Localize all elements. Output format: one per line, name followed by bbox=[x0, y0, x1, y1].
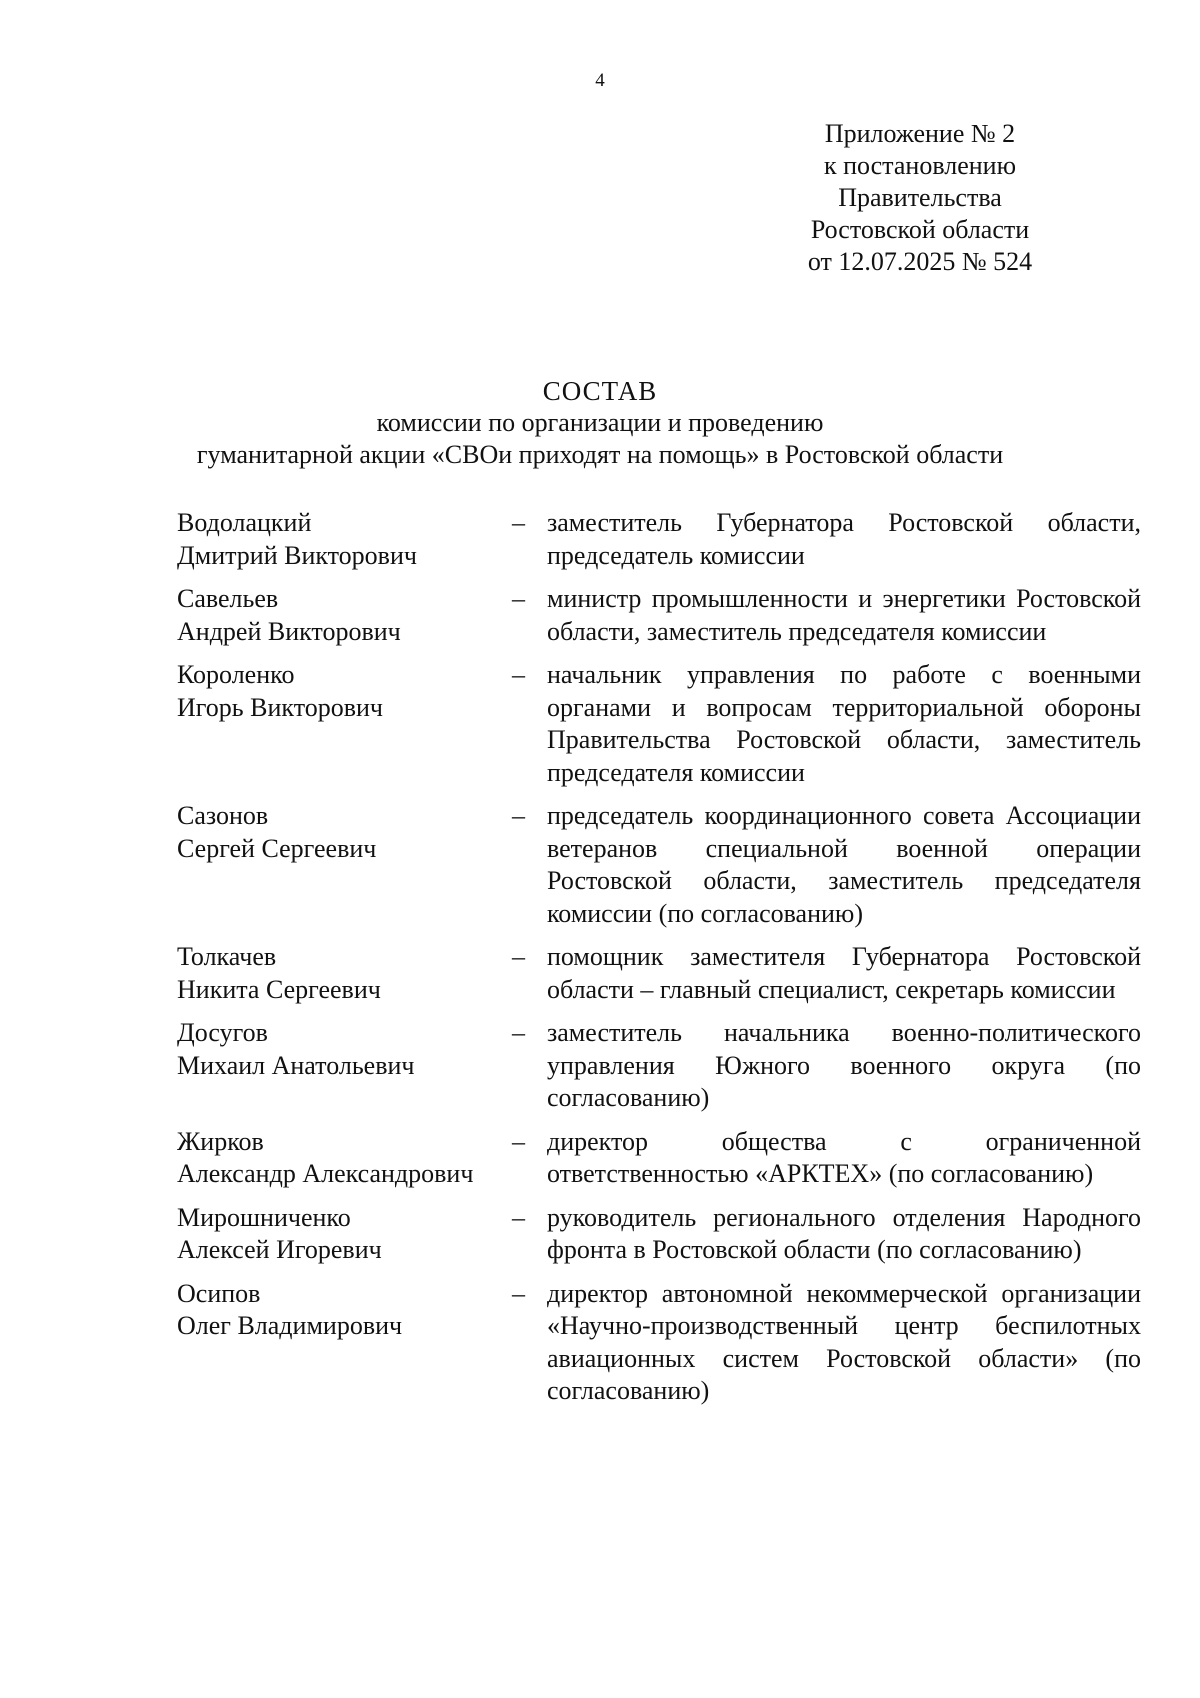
member-surname: Короленко bbox=[177, 660, 295, 689]
member-surname: Осипов bbox=[177, 1278, 261, 1308]
member-row bbox=[177, 507, 1141, 572]
page-number: 4 bbox=[595, 70, 605, 91]
dash-separator: – bbox=[512, 1202, 525, 1232]
dash-separator: – bbox=[512, 584, 525, 613]
member-row bbox=[177, 1017, 1141, 1115]
member-role: руководитель регионального отделения Народного фронта в Ростовской области (по согласованию) bbox=[547, 1202, 1141, 1264]
appendix-line: Правительства bbox=[838, 183, 1002, 212]
member-surname: Савельев bbox=[177, 584, 279, 613]
member-given-name: Игорь Викторович bbox=[177, 692, 383, 722]
dash-separator: – bbox=[512, 508, 525, 537]
appendix-line: от 12.07.2025 № 524 bbox=[807, 247, 1033, 276]
title-line: гуманитарной акции «СВОи приходят на помощь» в Ростовской области bbox=[196, 440, 1004, 469]
dash-separator: – bbox=[512, 1278, 525, 1308]
appendix-line: Приложение № 2 bbox=[824, 119, 1016, 148]
member-name bbox=[177, 507, 512, 572]
member-surname: Сазонов bbox=[177, 801, 269, 830]
member-row bbox=[177, 1278, 1141, 1408]
member-role: помощник заместителя Губернатора Ростовской области – главный специалист, секретарь комиссии bbox=[547, 942, 1141, 1004]
dash-separator: – bbox=[512, 942, 525, 971]
member-surname: Водолацкий bbox=[177, 508, 312, 537]
member-name bbox=[177, 800, 512, 865]
dash-separator: – bbox=[512, 660, 525, 689]
member-role: заместитель начальника военно-политического управления Южного военного округа (по согласованию) bbox=[547, 1018, 1141, 1112]
member-role: начальник управления по работе с военными органами и вопросам территориальной обороны Правительства Ростовской области, заместитель председателя комиссии bbox=[547, 660, 1141, 787]
title-main: СОСТАВ bbox=[542, 376, 658, 406]
members-list bbox=[177, 507, 1141, 1419]
dash-separator: – bbox=[512, 801, 525, 830]
member-row bbox=[177, 800, 1141, 930]
member-surname: Досугов bbox=[177, 1018, 268, 1047]
title-line: комиссии по организации и проведению bbox=[376, 408, 824, 437]
member-name bbox=[177, 941, 512, 1006]
member-role: министр промышленности и энергетики Ростовской области, заместитель председателя комиссии bbox=[547, 584, 1141, 646]
member-surname: Толкачев bbox=[177, 942, 277, 971]
member-name bbox=[177, 583, 512, 648]
member-row bbox=[177, 941, 1141, 1006]
member-given-name: Алексей Игоревич bbox=[177, 1235, 382, 1264]
member-given-name: Александр Александрович bbox=[177, 1159, 474, 1188]
member-row bbox=[177, 1202, 1141, 1267]
member-given-name: Михаил Анатольевич bbox=[177, 1050, 415, 1080]
member-name bbox=[177, 659, 512, 724]
member-row bbox=[177, 583, 1141, 648]
dash-separator: – bbox=[512, 1126, 525, 1156]
member-name bbox=[177, 1278, 512, 1343]
member-given-name: Никита Сергеевич bbox=[177, 974, 381, 1004]
appendix-header bbox=[780, 118, 1060, 278]
member-given-name: Олег Владимирович bbox=[177, 1311, 403, 1340]
document-title bbox=[0, 375, 1200, 471]
dash-separator: – bbox=[512, 1018, 525, 1047]
member-name bbox=[177, 1202, 512, 1267]
member-surname: Жирков bbox=[177, 1126, 264, 1156]
appendix-line: к постановлению bbox=[823, 151, 1017, 180]
member-given-name: Дмитрий Викторович bbox=[177, 540, 417, 570]
member-role: заместитель Губернатора Ростовской области, председатель комиссии bbox=[547, 508, 1141, 570]
appendix-line: Ростовской области bbox=[810, 215, 1030, 244]
member-role: председатель координационного совета Ассоциации ветеранов специальной военной операции Ростовской области, заместитель председателя комиссии (по согласованию) bbox=[547, 801, 1141, 928]
member-surname: Мирошниченко bbox=[177, 1202, 351, 1232]
member-role: директор автономной некоммерческой организации «Научно-производственный центр беспилотных авиационных систем Ростовской области» (по согласованию) bbox=[547, 1278, 1141, 1405]
member-name bbox=[177, 1017, 512, 1082]
member-row bbox=[177, 1126, 1141, 1191]
member-given-name: Андрей Викторович bbox=[177, 616, 401, 646]
member-row bbox=[177, 659, 1141, 789]
member-role: директор общества с ограниченной ответственностью «АРКТЕХ» (по согласованию) bbox=[547, 1126, 1141, 1188]
member-given-name: Сергей Сергеевич bbox=[177, 833, 377, 863]
member-name bbox=[177, 1126, 512, 1191]
